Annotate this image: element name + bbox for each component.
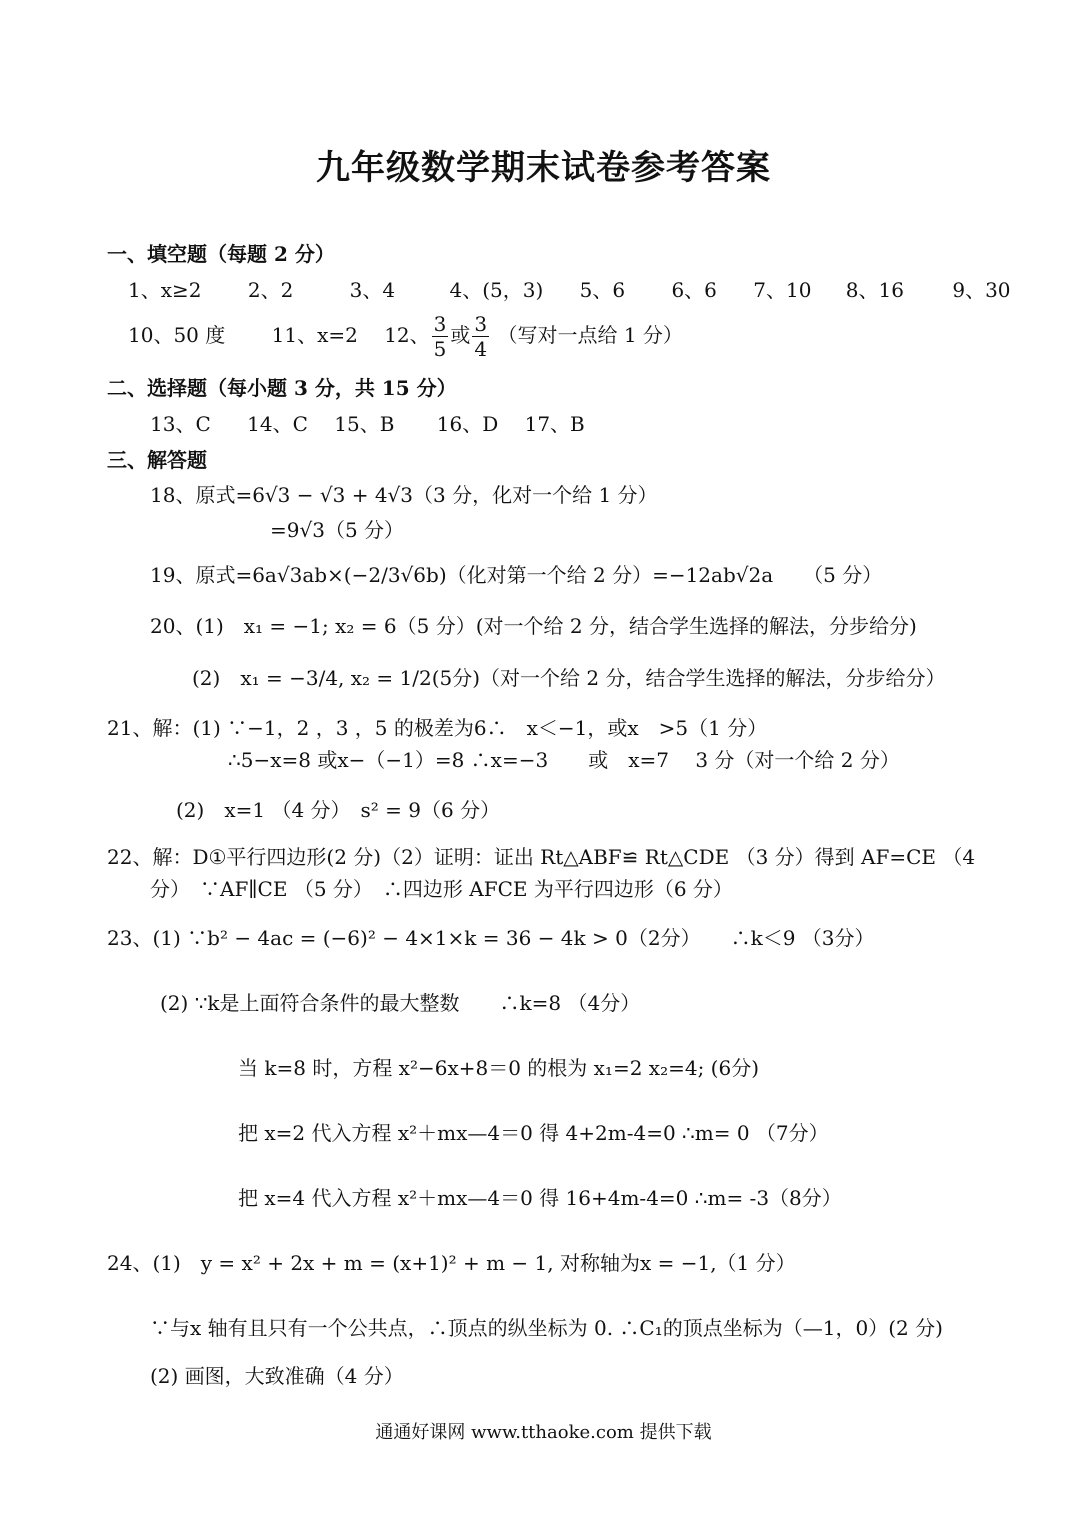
multiple-choice-answers: [150, 410, 585, 438]
q20-part2: (2) x₁ = −3/4, x₂ = 1/2(5分)（对一个给 2 分，结合学生选择的解法，分步给分）: [192, 666, 946, 690]
answer-9: 9、30: [952, 278, 1011, 302]
q21-part2: (2) x=1 （4 分） s² = 9（6 分）: [176, 798, 501, 822]
answer-4: 4、(5，3): [449, 278, 544, 302]
answer-2: 2、2: [247, 278, 294, 302]
fill-blank-answers-row1: [128, 276, 1011, 304]
q21-line1: 21、解：(1) ∵−1，2 ，3 ，5 的极差为6∴ x＜−1，或x >5（1 分）: [107, 716, 768, 740]
answer-6: 6、6: [671, 278, 717, 302]
answer-16: 16、D: [436, 412, 499, 436]
q23-part2: (2) ∵k是上面符合条件的最大整数 ∴k=8 （4分）: [160, 991, 641, 1015]
section-2-heading: 二、选择题（每小题 3 分，共 15 分）: [107, 376, 457, 400]
answer-11: 11、x=2: [271, 323, 358, 347]
or-text: 或: [450, 323, 471, 347]
fraction-3-4: $\frac{3}{4}$: [474, 312, 488, 361]
answer-13: 13、C: [150, 412, 211, 436]
q23-part1: 23、(1) ∵b² − 4ac = (−6)² − 4×1×k = 36 − 4k > 0（2分） ∴k＜9 （3分）: [107, 926, 875, 950]
page-title: 九年级数学期末试卷参考答案: [316, 148, 771, 188]
q23-x4-substitution: 把 x=4 代入方程 x²＋mx—4＝0 得 16+4m-4=0 ∴m= -3（8分）: [238, 1186, 842, 1210]
q24-part2: (2) 画图，大致准确（4 分）: [150, 1364, 404, 1388]
answer-10: 10、50 度: [128, 323, 226, 347]
answer-3: 3、4: [349, 278, 396, 302]
answer-14: 14、C: [247, 412, 308, 436]
q19-line: 19、原式=6a√3ab×(−2/3√6b)（化对第一个给 2 分）=−12ab√2a （5 分）: [150, 563, 883, 587]
q20-part1: 20、(1) x₁ = −1; x₂ = 6（5 分）(对一个给 2 分，结合学生选择的解法，分步给分): [150, 614, 917, 638]
answer-12-label: 12、: [384, 323, 430, 347]
section-1-heading: 一、填空题（每题 2 分）: [107, 242, 335, 266]
q24-vertex-line: ∵与x 轴有且只有一个公共点，∴顶点的纵坐标为 0. ∴C₁的顶点坐标为（—1，0）(2 分): [150, 1316, 943, 1340]
q24-part1: 24、(1) y = x² + 2x + m = (x+1)² + m − 1, 对称轴为x = −1,（1 分）: [107, 1251, 796, 1275]
footer-credit: 通通好课网 www.tthaoke.com 提供下载: [375, 1422, 712, 1443]
q22-line2: 分） ∵AF∥CE （5 分） ∴四边形 AFCE 为平行四边形（6 分）: [150, 877, 733, 901]
fill-blank-answers-row2: [128, 310, 683, 361]
q18-line1: 18、原式=6√3 − √3 + 4√3（3 分，化对一个给 1 分）: [150, 483, 658, 507]
answer-5: 5、6: [579, 278, 626, 302]
q23-x2-substitution: 把 x=2 代入方程 x²＋mx—4＝0 得 4+2m-4=0 ∴m= 0 （7分）: [238, 1121, 829, 1145]
answer-7: 7、10: [753, 278, 812, 302]
section-3-heading: 三、解答题: [107, 448, 207, 472]
q18-line2: =9√3（5 分）: [270, 518, 405, 542]
answer-8: 8、16: [845, 278, 904, 302]
answer-12-note: （写对一点给 1 分）: [497, 323, 683, 347]
q22-line1: 22、解：D①平行四边形(2 分)（2）证明：证出 Rt△ABF≌ Rt△CDE （3 分）得到 AF=CE （4: [107, 845, 976, 869]
q23-k8-roots: 当 k=8 时，方程 x²−6x+8＝0 的根为 x₁=2 x₂=4; (6分): [238, 1056, 759, 1080]
q21-line2: ∴5−x=8 或x−（−1）=8 ∴x=−3 或 x=7 3 分（对一个给 2 分）: [228, 748, 900, 772]
answer-15: 15、B: [334, 412, 395, 436]
fraction-3-5: $\frac{3}{5}$: [433, 312, 447, 361]
answer-17: 17、B: [524, 412, 585, 436]
answer-1: 1、x≥2: [128, 278, 202, 302]
